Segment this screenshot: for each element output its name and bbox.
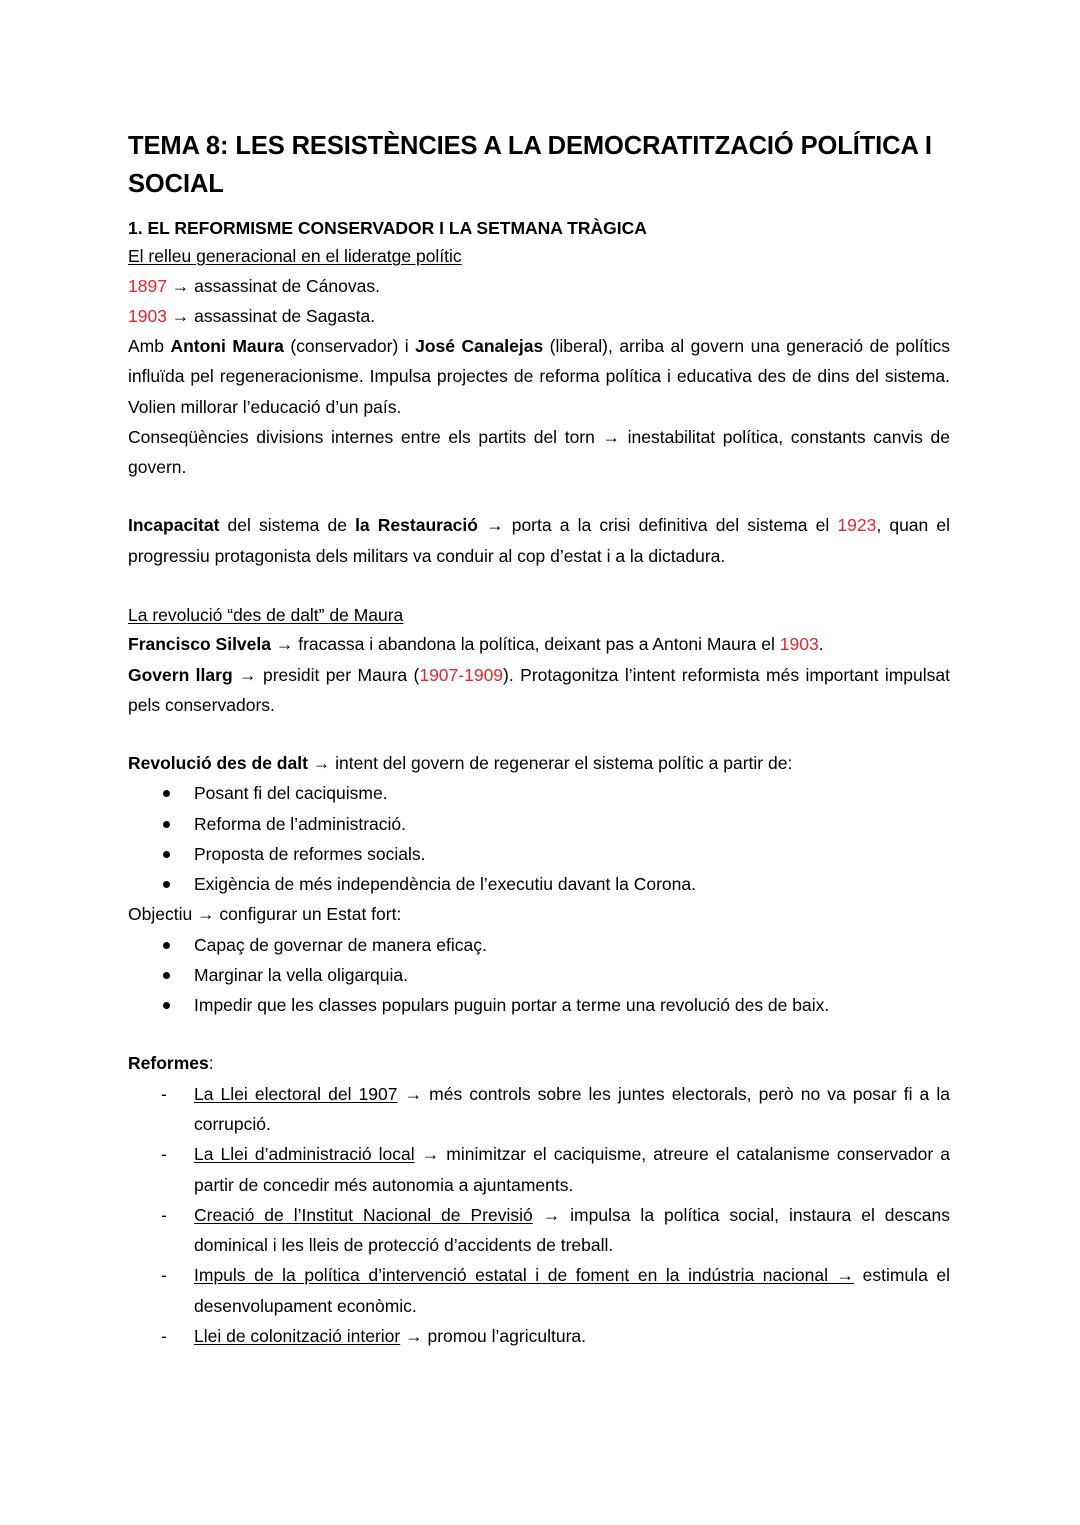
subheading-revolucio-des-de-dalt	[128, 601, 950, 629]
incapacitat-post: , quan el progressiu protagonista dels militars va conduir al cop d’estat i a la dictadura.	[128, 515, 951, 566]
list-item: Exigència de més independència de l’executiu davant la Corona.	[128, 869, 950, 899]
list-item: Proposta de reformes socials.	[128, 839, 950, 869]
incapacitat-mid-2: → porta a la crisi definitiva del sistema el	[477, 515, 838, 536]
list-item: Capaç de governar de manera eficaç.	[128, 930, 950, 960]
list-item: Impedir que les classes populars puguin portar a terme una revolució des de baix.	[128, 990, 950, 1020]
reforma-title: Impuls de la política d’intervenció estatal i de foment en la indústria nacional →	[194, 1265, 855, 1286]
list-revolucio-des-de-dalt	[128, 778, 950, 899]
line-1897-rest: → assassinat de Cánovas.	[166, 275, 380, 296]
list-item	[128, 1321, 950, 1351]
govern-post: ). Protagonitza l’intent reformista més important impulsat pels conservadors.	[128, 664, 951, 715]
subheading-revolucio-des-de-dalt-text: La revolució “des de dalt” de Maura	[128, 604, 404, 625]
reforma-body: → promou l’agricultura.	[400, 1325, 587, 1346]
list-item: Posant fi del caciquisme.	[128, 778, 950, 808]
paragraph-revolucio-lead	[128, 748, 950, 778]
reforma-body: estimula el desenvolupament econòmic.	[194, 1265, 950, 1316]
name-francisco-silvela: Francisco Silvela	[128, 634, 271, 655]
year-1897: 1897	[128, 275, 167, 296]
para-maura-pre: Amb	[128, 336, 171, 357]
paragraph-objectiu-lead: Objectiu → configurar un Estat fort:	[128, 904, 402, 925]
reforma-title: Llei de colonització interior	[194, 1325, 401, 1346]
paragraph-incapacitat	[128, 510, 950, 571]
reforma-body: → més controls sobre les juntes electorals, però no va posar fi a la corrupció.	[194, 1083, 950, 1135]
reforma-title: La Llei electoral del 1907	[194, 1083, 398, 1104]
spacer	[128, 571, 950, 601]
reforma-title: La Llei d’administració local	[194, 1144, 415, 1165]
list-item	[128, 1079, 950, 1140]
year-1903: 1903	[128, 305, 167, 326]
list-item: Marginar la vella oligarquia.	[128, 960, 950, 990]
paragraph-consequencies: Conseqüències divisions internes entre els partits del torn → inestabilitat política, constants canvis de govern.	[128, 426, 950, 478]
reforma-title: Creació de l’Institut Nacional de Previsió	[194, 1204, 533, 1225]
paragraph-francisco-silvela	[128, 629, 950, 659]
line-1903	[128, 301, 950, 331]
subheading-relleu-generacional-text: El relleu generacional en el lideratge polític	[128, 246, 462, 267]
year-1923: 1923	[837, 515, 877, 536]
reformes-lead-colon: :	[208, 1053, 214, 1074]
term-la-restauracio: la Restauració	[355, 515, 478, 536]
incapacitat-mid-1: del sistema de	[219, 515, 356, 536]
term-reformes: Reformes	[128, 1053, 209, 1074]
reforma-body: → impulsa la política social, instaura el descans dominical i les lleis de protecció d’accidents de treball.	[194, 1204, 950, 1256]
silvela-post: .	[818, 634, 824, 655]
name-jose-canalejas: José Canalejas	[415, 336, 544, 357]
document-content	[128, 128, 950, 1351]
term-revolucio-des-de-dalt: Revolució des de dalt	[128, 753, 308, 774]
subheading-relleu-generacional	[128, 242, 950, 270]
paragraph-govern-llarg	[128, 660, 950, 721]
para-maura-mid: (conservador) i	[283, 336, 416, 357]
govern-mid: → presidit per Maura (	[232, 664, 420, 685]
list-objectiu	[128, 930, 950, 1021]
term-govern-llarg: Govern llarg	[128, 664, 233, 685]
list-item	[128, 1260, 950, 1321]
section-heading-1: 1. EL REFORMISME CONSERVADOR I LA SETMANA TRÀGICA	[128, 218, 647, 239]
silvela-mid: → fracassa i abandona la política, deixant pas a Antoni Maura el	[271, 634, 780, 655]
revolucio-lead-rest: → intent del govern de regenerar el sistema polític a partir de:	[307, 753, 793, 774]
page-title: TEMA 8: LES RESISTÈNCIES A LA DEMOCRATITZACIÓ POLÍTICA I SOCIAL	[128, 132, 932, 198]
year-1903-silvela: 1903	[779, 634, 819, 655]
list-item	[128, 1139, 950, 1200]
spacer	[128, 482, 950, 510]
paragraph-reformes-lead	[128, 1048, 950, 1078]
line-1897	[128, 271, 950, 301]
list-item: Reforma de l’administració.	[128, 809, 950, 839]
name-antoni-maura: Antoni Maura	[170, 336, 284, 357]
spacer	[128, 720, 950, 748]
years-1907-1909: 1907-1909	[419, 664, 504, 685]
list-reformes	[128, 1079, 950, 1351]
list-item	[128, 1200, 950, 1261]
paragraph-maura-canalejas	[128, 331, 950, 422]
line-1903-rest: → assassinat de Sagasta.	[166, 305, 376, 326]
reforma-body: → minimitzar el caciquisme, atreure el catalanisme conservador a partir de concedir més autonomia a ajuntaments.	[194, 1144, 951, 1195]
spacer	[128, 1020, 950, 1048]
para-maura-post: (liberal), arriba al govern una generació de polítics influïda pel regeneracionisme. Impulsa projectes de reforma política i educativa des de dins del sistema. Volien millorar l’educació d’un país.	[128, 336, 950, 417]
term-incapacitat: Incapacitat	[128, 515, 220, 536]
